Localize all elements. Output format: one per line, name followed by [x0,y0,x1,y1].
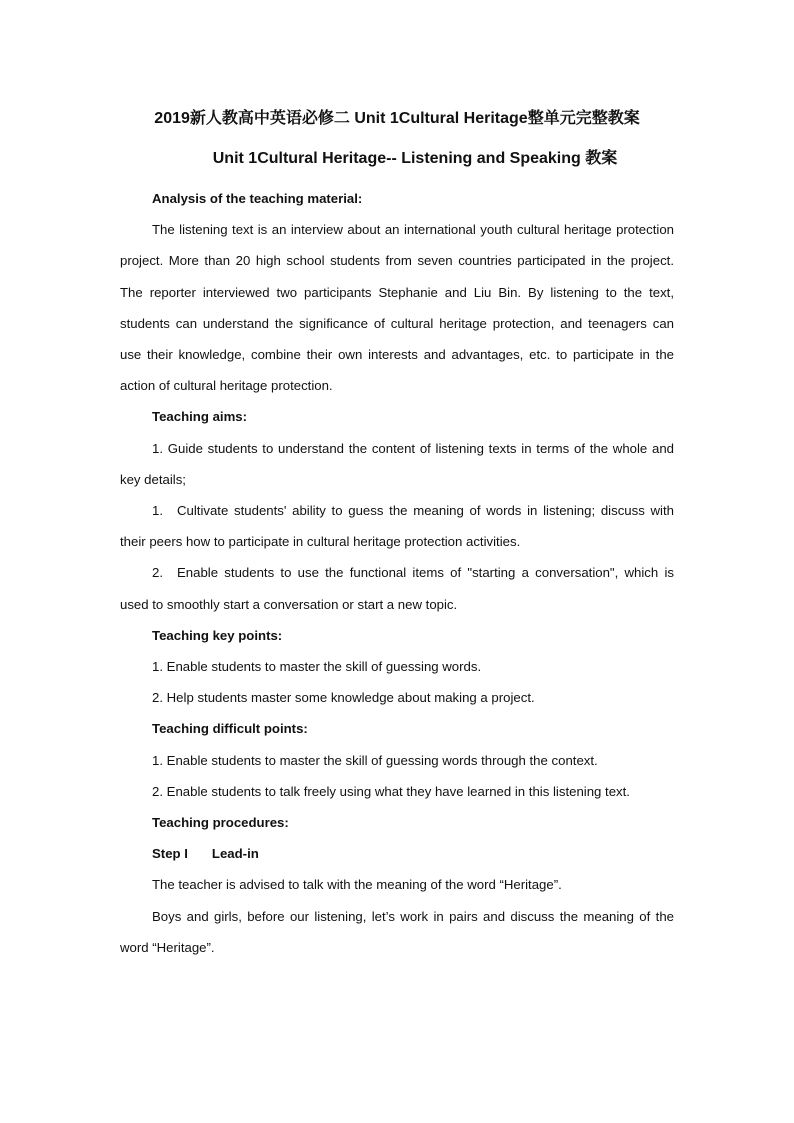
step-heading [120,838,674,869]
procedure-paragraph: The teacher is advised to talk with the meaning of the word “Heritage”. [152,877,562,893]
aim-number: 1. [152,440,163,456]
aim-number: 2. [152,565,163,581]
procedures-heading: Teaching procedures: [152,815,289,831]
aim-text: Enable students to use the functional items of "starting a conversation", which is used to smoothly start a conversation or start a new topic. [120,565,674,612]
difficult-point-item: 1. Enable students to master the skill of guessing words through the context. [152,752,598,768]
difficult-point-item: 2. Enable students to talk freely using what they have learned in this listening text. [152,783,630,799]
analysis-heading: Analysis of the teaching material: [152,191,363,206]
aim-text: Guide students to understand the content of listening texts in terms of the whole and key details; [120,440,674,487]
step-name: Lead-in [211,846,259,862]
procedure-paragraph: Boys and girls, before our listening, let’s work in pairs and discuss the meaning of the word “Heritage”. [120,908,674,955]
key-point-item: 2. Help students master some knowledge about making a project. [152,690,535,706]
step-label: Step I [152,846,188,862]
document-title: 2019新人教高中英语必修二 Unit 1Cultural Heritage整单元完整教案 [154,110,640,127]
key-points-heading: Teaching key points: [152,627,283,643]
difficult-points-heading: Teaching difficult points: [152,721,308,737]
aim-item [120,495,674,557]
document-page [120,0,674,1123]
key-point-item: 1. Enable students to master the skill of guessing words. [152,659,482,675]
document-body [120,183,674,963]
aim-number: 1. [152,503,163,519]
aim-text: Cultivate students' ability to guess the meaning of words in listening; discuss with their peers how to participate in cultural heritage protection activities. [120,503,674,550]
aim-item [120,557,674,619]
analysis-paragraph: The listening text is an interview about an international youth cultural heritage protection project. More than 20 high school students from seven countries participated in the project. The reporter interviewed two participants Stephanie and Liu Bin. By listening to the text, students can understand the significance of cultural heritage protection, and teenagers can use their knowledge, combine their own interests and advantages, etc. to participate in the action of cultural heritage protection. [120,222,674,394]
aims-heading: Teaching aims: [152,409,248,425]
aim-item [120,433,674,495]
document-subtitle: Unit 1Cultural Heritage-- Listening and Speaking 教案 [212,150,618,167]
